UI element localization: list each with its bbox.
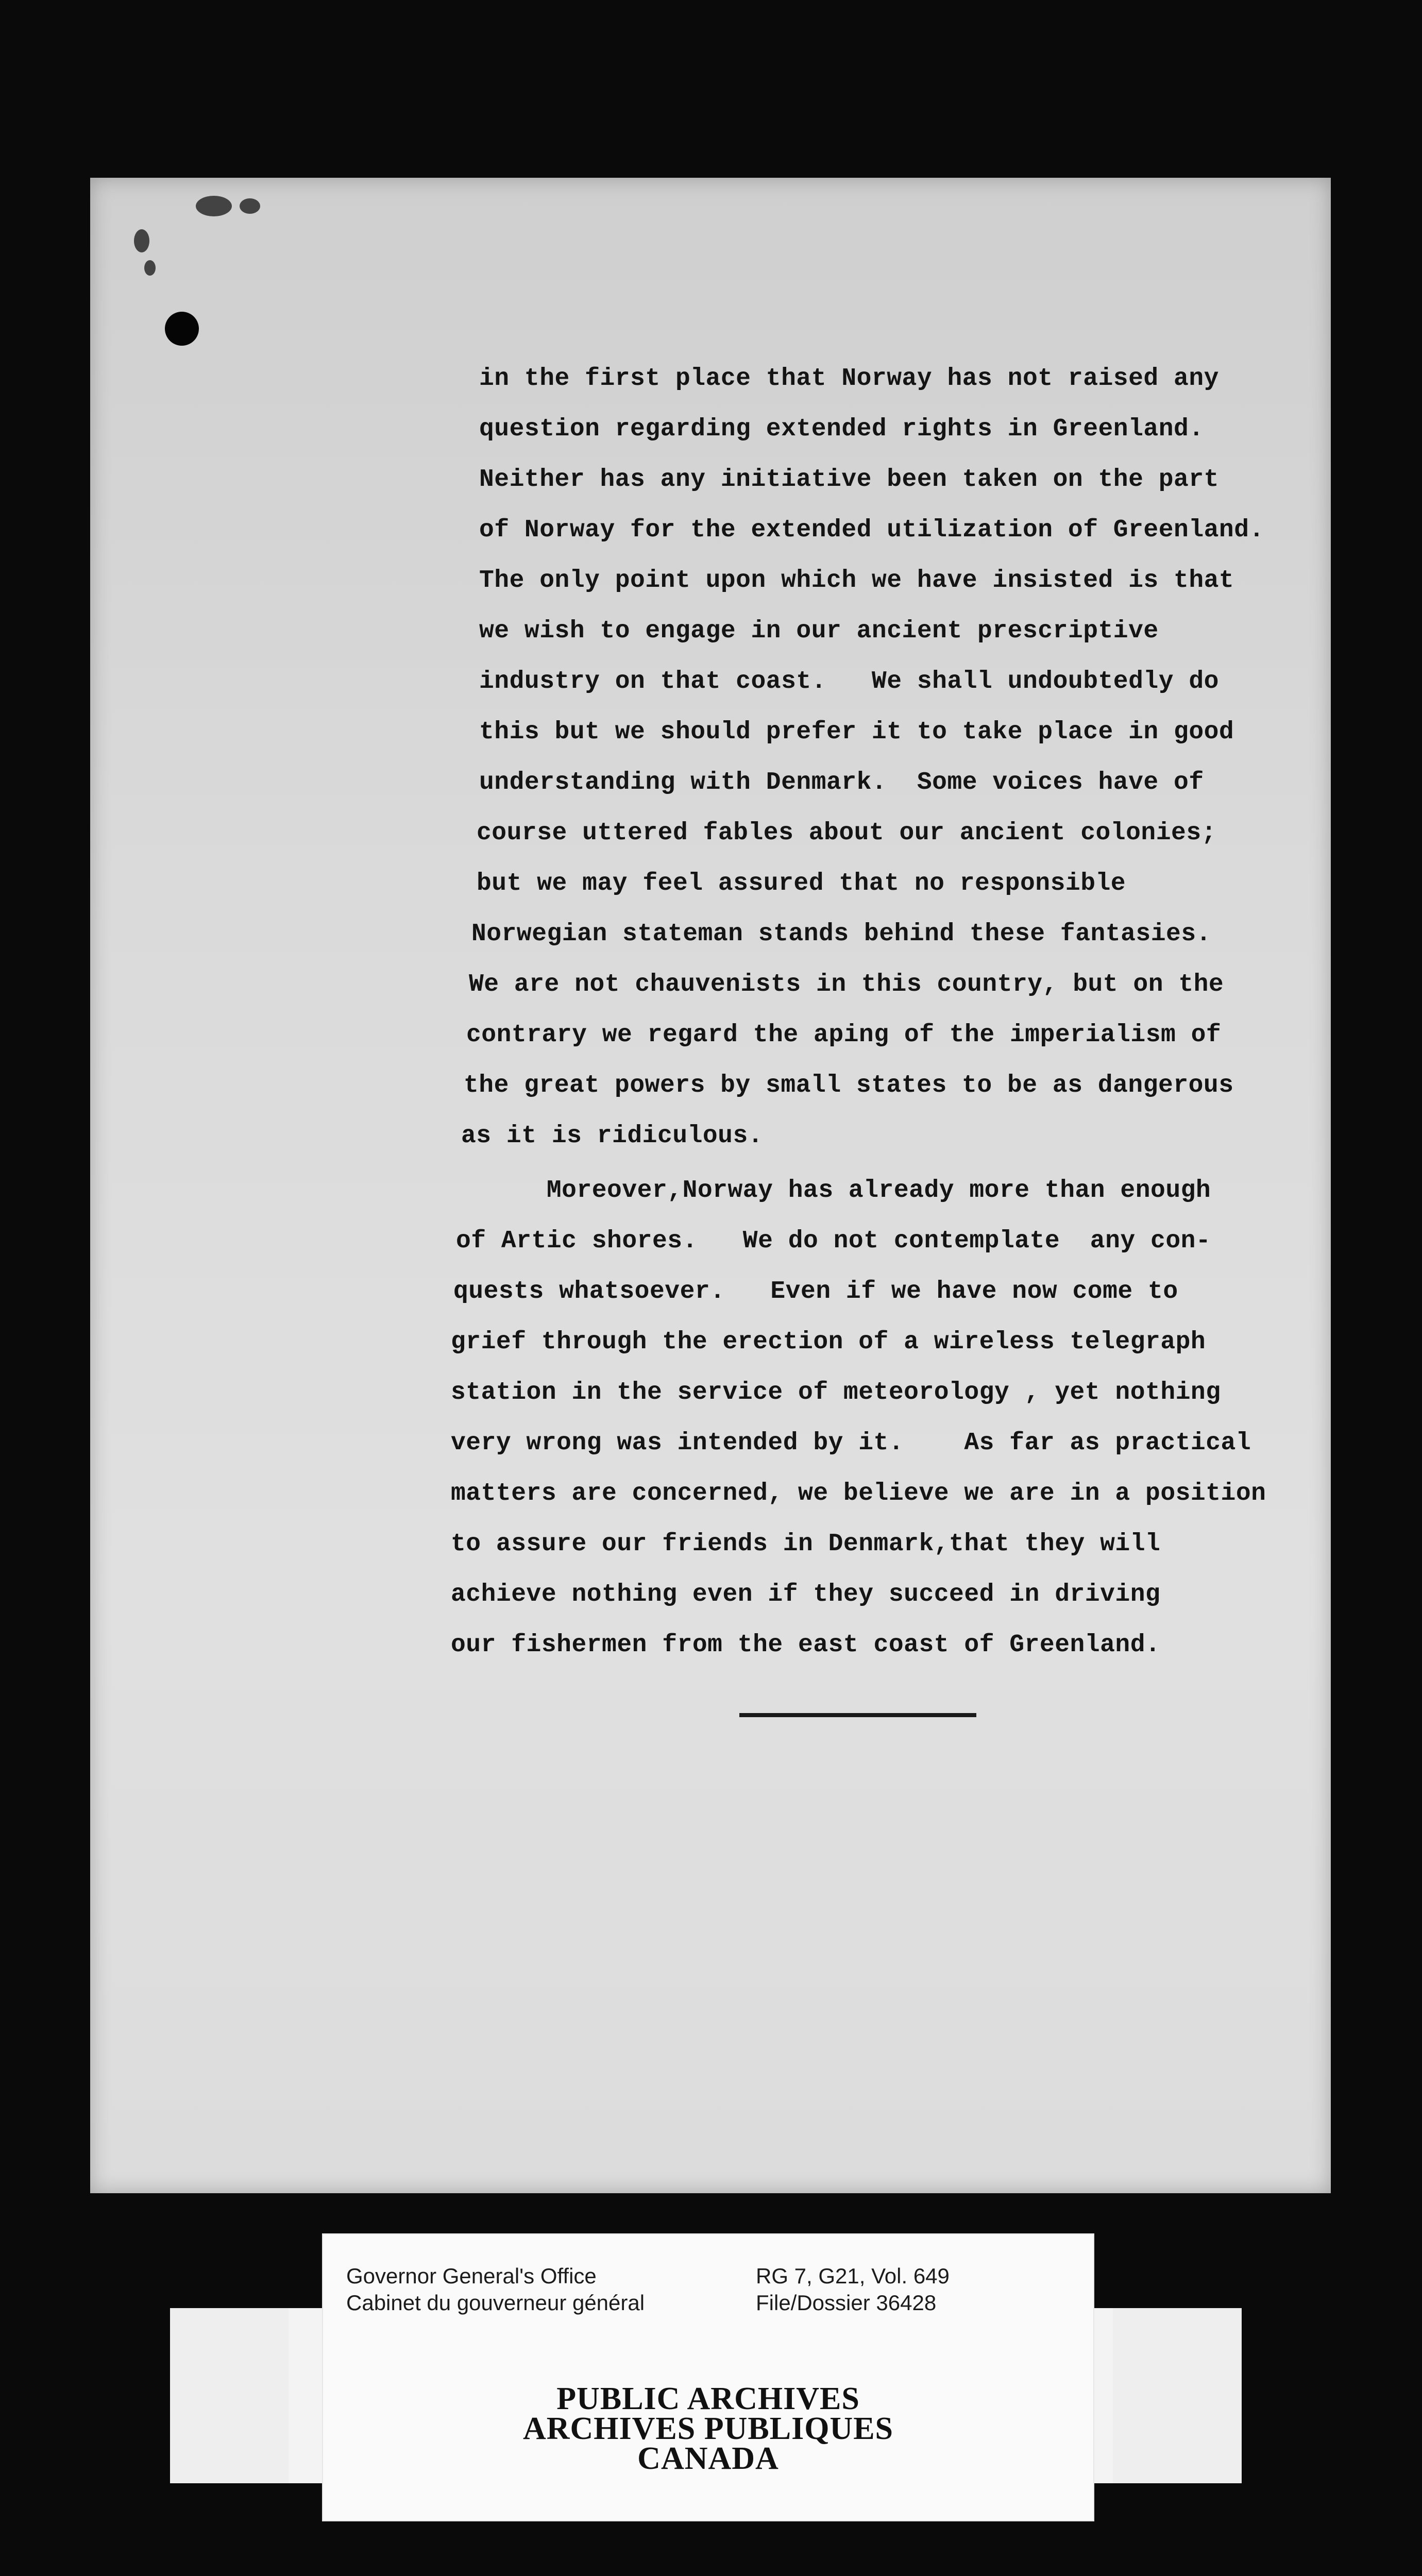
- office-name-fr: Cabinet du gouverneur général: [346, 2291, 645, 2315]
- text-line: Neither has any initiative been taken on the part: [479, 466, 1219, 494]
- text-line: matters are concerned, we believe we are in a position: [451, 1480, 1266, 1507]
- text-line: very wrong was intended by it. As far as practical: [451, 1429, 1251, 1457]
- archives-title-fr: ARCHIVES PUBLIQUES: [522, 2411, 894, 2446]
- text-line: our fishermen from the east coast of Greenland.: [451, 1631, 1161, 1659]
- archives-title-en: PUBLIC ARCHIVES: [556, 2381, 860, 2416]
- record-group-reference: RG 7, G21, Vol. 649: [756, 2264, 950, 2288]
- text-line: The only point upon which we have insisted is that: [479, 567, 1234, 595]
- text-line: We are not chauvenists in this country, but on the: [469, 971, 1224, 998]
- label-tab-left: [170, 2308, 289, 2483]
- text-line: quests whatsoever. Even if we have now come to: [453, 1278, 1178, 1306]
- text-line: achieve nothing even if they succeed in driving: [451, 1581, 1161, 1608]
- text-line: grief through the erection of a wireless telegraph: [451, 1328, 1206, 1356]
- text-line: station in the service of meteorology , yet nothing: [451, 1379, 1221, 1406]
- text-line: of Artic shores. We do not contemplate any con-: [456, 1227, 1211, 1255]
- text-line: in the first place that Norway has not raised any: [479, 365, 1219, 393]
- text-line: we wish to engage in our ancient prescriptive: [479, 617, 1159, 645]
- text-line: understanding with Denmark. Some voices have of: [479, 769, 1204, 796]
- archives-country: CANADA: [637, 2441, 779, 2476]
- text-line: question regarding extended rights in Greenland.: [479, 415, 1204, 443]
- text-line: as it is ridiculous.: [461, 1122, 764, 1150]
- document-body: [90, 178, 1331, 2193]
- text-line: the great powers by small states to be as dangerous: [464, 1072, 1234, 1099]
- text-line: of Norway for the extended utilization of Greenland.: [479, 516, 1264, 544]
- text-line: industry on that coast. We shall undoubtedly do: [479, 668, 1219, 696]
- archive-label-card: [322, 2233, 1094, 2521]
- text-line: Moreover,Norway has already more than enough: [456, 1177, 1211, 1205]
- text-line: but we may feel assured that no responsible: [477, 870, 1126, 897]
- file-number: File/Dossier 36428: [756, 2291, 937, 2315]
- office-name-en: Governor General's Office: [346, 2264, 597, 2288]
- text-line: course uttered fables about our ancient colonies;: [477, 819, 1216, 847]
- text-line: this but we should prefer it to take place in good: [479, 718, 1234, 746]
- text-line: to assure our friends in Denmark,that they will: [451, 1530, 1161, 1558]
- text-line: Norwegian stateman stands behind these fantasies.: [471, 920, 1211, 948]
- closing-rule: [739, 1713, 976, 1717]
- label-tab-right: [1113, 2308, 1242, 2483]
- text-line: contrary we regard the aping of the imperialism of: [466, 1021, 1222, 1049]
- typewritten-page: [90, 178, 1331, 2193]
